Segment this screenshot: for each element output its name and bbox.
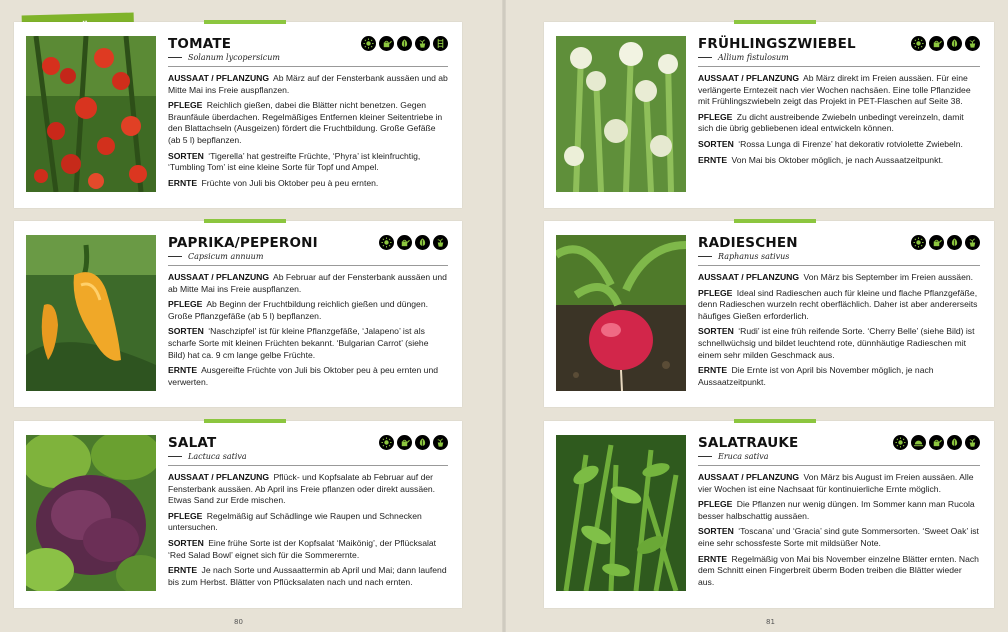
aussaat-text: Pflück- und Kopfsalate ab Februar auf der Fensterbank aussäen. Ab April ins Freie pflanzen oder direkt aussäen. Etwas Sand zur Erde mischen. [168, 472, 436, 506]
card-accent-line [204, 20, 286, 24]
pflege-paragraph [698, 288, 980, 323]
card-accent-line [734, 20, 816, 24]
card-content [168, 36, 448, 193]
pflege-text: Ab Beginn der Fruchtbildung reichlich gießen und düngen. Große Pflanzgefäße (ab 5 l) bepflanzen. [168, 299, 428, 321]
latin-row [168, 252, 448, 261]
pot-icon [433, 235, 448, 250]
aussaat-label: AUSSAAT / PFLANZUNG [698, 272, 800, 282]
pepper-photo [26, 235, 156, 391]
aussaat-label: AUSSAAT / PFLANZUNG [168, 272, 270, 282]
ernte-paragraph [698, 155, 980, 167]
latin-row [698, 53, 980, 62]
sorten-text: ‘Rossa Lunga di Firenze’ hat dekorativ rotviolette Zwiebeln. [738, 138, 963, 149]
pflege-paragraph [698, 112, 980, 135]
lettuce-photo [26, 435, 156, 591]
pflege-label: PFLEGE [698, 287, 733, 298]
latin-dash [698, 256, 712, 257]
card-title: TOMATE [168, 36, 232, 52]
divider [698, 465, 980, 466]
care-icons [911, 235, 980, 250]
divider [168, 66, 448, 67]
latin-row [168, 53, 448, 62]
watering-can-icon [929, 235, 944, 250]
radish-photo [556, 235, 686, 391]
aussaat-paragraph [168, 472, 448, 507]
card-accent-line [734, 419, 816, 423]
trellis-icon [433, 36, 448, 51]
fertilizer-icon [947, 435, 962, 450]
card-title: SALATRAUKE [698, 435, 799, 451]
ernte-label: ERNTE [698, 365, 728, 376]
ernte-paragraph [168, 365, 448, 388]
latin-dash [168, 256, 182, 257]
latin-name: Solanum lycopersicum [188, 53, 280, 62]
latin-name: Lactuca sativa [188, 452, 247, 461]
care-icons [911, 36, 980, 51]
card-title: PAPRIKA/PEPERONI [168, 235, 318, 251]
watering-can-icon [397, 235, 412, 250]
ernte-paragraph [698, 554, 980, 589]
latin-row [698, 252, 980, 261]
ernte-text: Je nach Sorte und Aussaattermin ab April und Mai; dann laufend bis zum Herbst. Blätter von Pflücksalaten nach und nach ernten. [168, 565, 447, 587]
latin-name: Raphanus sativus [718, 252, 790, 261]
aussaat-label: AUSSAAT / PFLANZUNG [168, 73, 270, 83]
sorten-text: ‘Toscana’ und ‘Gracia’ sind gute Sommersorten. ‘Sweet Oak’ ist eine sehr schossfeste Sorte mit mildsüßer Note. [698, 526, 979, 548]
sun-icon [911, 36, 926, 51]
latin-dash [168, 57, 182, 58]
pflege-paragraph [698, 499, 980, 522]
ernte-paragraph [168, 565, 448, 588]
aussaat-paragraph [698, 73, 980, 108]
card-title: FRÜHLINGSZWIEBEL [698, 36, 856, 52]
ernte-text: Von Mai bis Oktober möglich, je nach Aussaatzeitpunkt. [731, 154, 944, 165]
watering-can-icon [929, 36, 944, 51]
sorten-paragraph [698, 326, 980, 361]
book-gutter [502, 0, 506, 632]
sorten-label: SORTEN [698, 138, 734, 149]
card-paprika [14, 221, 462, 407]
pflege-paragraph [168, 100, 448, 146]
ernte-label: ERNTE [168, 565, 198, 576]
pflege-paragraph [168, 511, 448, 534]
ernte-text: Regelmäßig von Mai bis November einzelne Blätter ernten. Nach dem Schnitt einen Fingerbreit überm Boden treiben die Blätter wieder aus. [698, 553, 979, 587]
sun-icon [911, 235, 926, 250]
page-number-right: 81 [766, 618, 775, 626]
pflege-text: Zu dicht austreibende Zwiebeln unbedingt vereinzeln, damit sich die übrig gebliebenen ideal entwickeln können. [698, 111, 964, 134]
sorten-paragraph [168, 538, 448, 561]
ernte-label: ERNTE [698, 154, 728, 165]
watering-can-icon [929, 435, 944, 450]
divider [698, 66, 980, 67]
card-title: SALAT [168, 435, 217, 451]
card-content [698, 235, 980, 392]
aussaat-text: Von März bis September im Freien aussäen. [803, 272, 974, 282]
spring-onion-photo [556, 36, 686, 192]
sun-icon [379, 235, 394, 250]
pflege-text: Die Pflanzen nur wenig düngen. Im Sommer kann man Rucola besser halbschattig aussäen. [698, 499, 975, 521]
half-shade-icon [911, 435, 926, 450]
card-content [698, 36, 980, 170]
pot-icon [415, 36, 430, 51]
latin-row [168, 452, 448, 461]
card-accent-line [204, 419, 286, 423]
care-icons [379, 235, 448, 250]
pflege-label: PFLEGE [698, 499, 733, 510]
pot-icon [965, 235, 980, 250]
aussaat-paragraph [168, 73, 448, 96]
latin-dash [698, 57, 712, 58]
ernte-text: Die Ernte ist von April bis November möglich, je nach Aussaatzeitpunkt. [698, 365, 934, 387]
divider [698, 265, 980, 266]
aussaat-label: AUSSAAT / PFLANZUNG [168, 472, 270, 482]
latin-dash [698, 456, 712, 457]
card-accent-line [204, 219, 286, 223]
page-number-left: 80 [234, 618, 243, 626]
card-content [168, 235, 448, 392]
ernte-paragraph [698, 365, 980, 388]
latin-name: Capsicum annuum [188, 252, 264, 261]
card-radieschen [544, 221, 994, 407]
pflege-paragraph [168, 299, 448, 322]
pflege-text: Regelmäßig auf Schädlinge wie Raupen und Schnecken untersuchen. [168, 510, 422, 533]
card-content [168, 435, 448, 592]
sun-icon [361, 36, 376, 51]
sorten-paragraph [168, 151, 448, 174]
aussaat-text: Ab März auf der Fensterbank aussäen und ab Mitte Mai ins Freie auspflanzen. [168, 73, 448, 95]
aussaat-text: Von März bis August im Freien aussäen. Alle vier Wochen ist eine Nachsaat für kontinuierliche Ernte möglich. [698, 472, 974, 494]
pot-icon [433, 435, 448, 450]
sorten-text: ‘Naschzipfel’ ist für kleine Pflanzgefäße, ‘Jalapeno’ ist als scharfe Sorte mit kleinen Früchten bekannt. ‘Bulgarian Carrot’ (siehe Bild) hat ca. 9 cm lange gelbe Früchte. [168, 326, 429, 360]
latin-name: Allium fistulosum [718, 53, 789, 62]
arugula-photo [556, 435, 686, 591]
care-icons [893, 435, 980, 450]
sorten-paragraph [168, 326, 448, 361]
card-salat [14, 421, 462, 608]
ernte-label: ERNTE [168, 177, 198, 188]
divider [168, 265, 448, 266]
ernte-paragraph [168, 178, 448, 190]
watering-can-icon [379, 36, 394, 51]
ernte-label: ERNTE [168, 365, 198, 376]
fertilizer-icon [415, 235, 430, 250]
aussaat-paragraph [698, 272, 980, 284]
watering-can-icon [397, 435, 412, 450]
card-salatrauke [544, 421, 994, 608]
pflege-text: Ideal sind Radieschen auch für kleine und flache Pflanzgefäße, denn Radieschen wurzeln recht oberflächlich. Daher ist aber andererseits häufiges Gießen erforderlich. [698, 287, 978, 321]
pflege-label: PFLEGE [168, 299, 203, 310]
sorten-label: SORTEN [168, 150, 204, 161]
card-content [698, 435, 980, 592]
ernte-text: Früchte von Juli bis Oktober peu à peu ernten. [201, 177, 379, 188]
pflege-label: PFLEGE [168, 510, 203, 521]
fertilizer-icon [397, 36, 412, 51]
sorten-text: ‘Rudi’ ist eine früh reifende Sorte. ‘Cherry Belle’ (siehe Bild) ist schnellwüchsig und bildet leuchtend rote, dünnhäutige Radieschen mit einem sehr milden Geschmack aus. [698, 326, 975, 360]
aussaat-paragraph [698, 472, 980, 495]
ernte-text: Ausgereifte Früchte von Juli bis Oktober peu à peu ernten und verwerten. [168, 365, 439, 387]
fertilizer-icon [415, 435, 430, 450]
sorten-label: SORTEN [168, 537, 204, 548]
pot-icon [965, 435, 980, 450]
card-fruehlingszwiebel [544, 22, 994, 208]
sorten-text: Eine frühe Sorte ist der Kopfsalat ‘Maikönig’, der Pflücksalat ‘Red Salad Bowl’ eignet sich für die Sommerernte. [168, 537, 437, 560]
fertilizer-icon [947, 36, 962, 51]
aussaat-text: Ab März direkt im Freien aussäen. Für eine verlängerte Erntezeit nach vier Wochen nachsäen. Eine tolle Pflanzidee mit Frühlingszwiebeln zeigt das Projekt in PET-Flaschen auf Seite 38. [698, 73, 971, 107]
sorten-text: ‘Tigerella’ hat gestreifte Früchte, ‘Phyra’ ist kleinfruchtig, ‘Tumbling Tom’ ist eine kleine Sorte für Topf und Ampel. [168, 150, 421, 173]
ernte-label: ERNTE [698, 553, 728, 564]
card-tomate [14, 22, 462, 208]
sorten-label: SORTEN [698, 326, 734, 337]
aussaat-text: Ab Februar auf der Fensterbank aussäen und ab Mitte Mai ins Freie auspflanzen. [168, 272, 447, 294]
latin-dash [168, 456, 182, 457]
sorten-label: SORTEN [168, 326, 204, 337]
care-icons [379, 435, 448, 450]
card-title: RADIESCHEN [698, 235, 798, 251]
pflege-label: PFLEGE [168, 100, 203, 111]
divider [168, 465, 448, 466]
aussaat-label: AUSSAAT / PFLANZUNG [698, 73, 800, 83]
aussaat-paragraph [168, 272, 448, 295]
tomato-photo [26, 36, 156, 192]
pflege-label: PFLEGE [698, 111, 733, 122]
sorten-label: SORTEN [698, 526, 734, 537]
sun-icon [893, 435, 908, 450]
sorten-paragraph [698, 139, 980, 151]
aussaat-label: AUSSAAT / PFLANZUNG [698, 472, 800, 482]
fertilizer-icon [947, 235, 962, 250]
care-icons [361, 36, 448, 51]
sun-icon [379, 435, 394, 450]
latin-name: Eruca sativa [718, 452, 769, 461]
pflege-text: Reichlich gießen, dabei die Blätter nicht benetzen. Gegen Braunfäule überdachen. Regelmäßiges Entfernen kleiner Seitentriebe in den Blattachseln (Ausgeizen) fördert die Fruchtbildung. Große Gefäße (ab 5 l) bepflanzen. [168, 100, 443, 145]
pot-icon [965, 36, 980, 51]
card-accent-line [734, 219, 816, 223]
sorten-paragraph [698, 526, 980, 549]
latin-row [698, 452, 980, 461]
